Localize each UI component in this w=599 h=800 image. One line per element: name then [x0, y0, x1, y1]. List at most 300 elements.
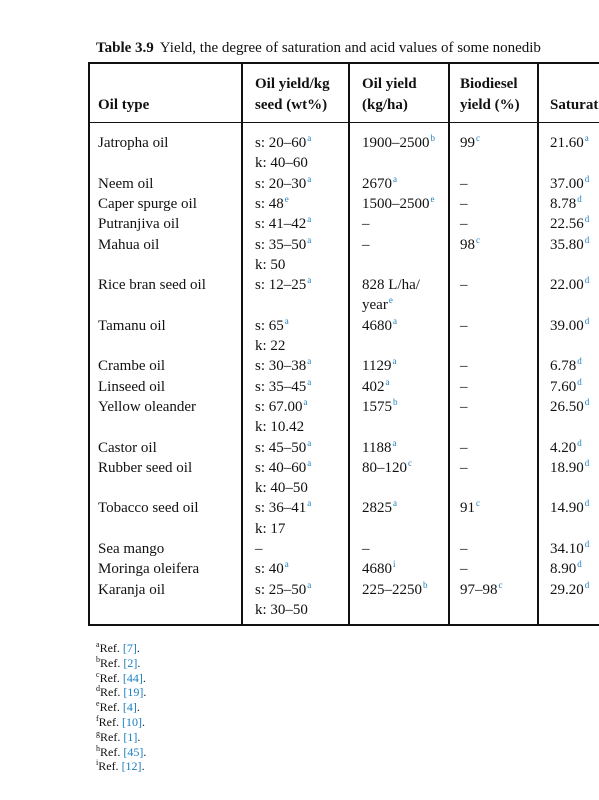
- saturation-cell: [550, 397, 589, 417]
- oil-yield-kg-cell: [255, 356, 311, 376]
- table-row: [90, 153, 599, 173]
- footnote-marker[interactable]: a: [385, 376, 390, 387]
- footnote-marker[interactable]: d: [584, 275, 590, 286]
- cell-text: –: [460, 195, 468, 212]
- footnote-mark: c: [96, 669, 100, 679]
- data-table: [88, 62, 599, 626]
- footnote-mark: i: [96, 758, 99, 768]
- oil-type-cell: [98, 275, 206, 295]
- reference-link[interactable]: [2]: [123, 655, 138, 670]
- biodiesel-yield-cell: [460, 275, 468, 295]
- saturation-cell: [550, 275, 589, 295]
- header-saturation: Saturat: [550, 97, 599, 113]
- footnote-item: [96, 715, 146, 730]
- footnote-marker[interactable]: a: [307, 173, 312, 184]
- cell-text: 8.78: [550, 195, 577, 212]
- oil-yield-ha-cell: [362, 397, 398, 417]
- biodiesel-yield-cell: [460, 377, 468, 397]
- biodiesel-yield-cell: [460, 397, 468, 417]
- oil-yield-ha-cell: [362, 458, 412, 478]
- cell-text: –: [362, 236, 370, 253]
- table-row: [90, 174, 599, 194]
- footnote-marker[interactable]: b: [430, 133, 435, 143]
- cell-text: –: [460, 317, 468, 334]
- saturation-cell: [550, 377, 582, 397]
- footnote-mark: e: [96, 699, 100, 709]
- footnote-marker[interactable]: d: [584, 214, 590, 225]
- saturation-cell: [550, 194, 582, 214]
- footnote-end: .: [136, 700, 140, 715]
- cell-text: k: 50: [255, 256, 286, 273]
- reference-link[interactable]: [19]: [123, 685, 144, 700]
- footnote-marker[interactable]: e: [284, 193, 289, 204]
- footnote-end: .: [142, 670, 146, 685]
- cell-text: s: 35–50: [255, 236, 307, 253]
- cell-text: 37.00: [550, 175, 584, 192]
- oil-yield-ha-cell: [362, 356, 396, 376]
- cell-text: Castor oil: [98, 439, 157, 456]
- footnote-marker[interactable]: a: [303, 396, 308, 407]
- table-row: [90, 336, 599, 356]
- reference-link[interactable]: [45]: [123, 744, 144, 759]
- oil-yield-kg-cell: [255, 600, 308, 620]
- cell-text: 34.10: [550, 541, 584, 557]
- oil-yield-kg-cell: [255, 519, 285, 539]
- cell-text: 1188: [362, 439, 392, 456]
- footnote-marker[interactable]: a: [307, 376, 312, 387]
- biodiesel-yield-cell: [460, 235, 480, 255]
- biodiesel-yield-cell: [460, 214, 468, 234]
- footnote-marker[interactable]: a: [307, 356, 312, 367]
- footnote-marker[interactable]: d: [577, 376, 582, 387]
- oil-yield-kg-cell: [255, 153, 308, 173]
- footnote-marker[interactable]: a: [307, 275, 312, 286]
- oil-type-cell: [98, 498, 199, 518]
- footnote-text: Ref.: [100, 744, 124, 759]
- footnote-marker[interactable]: d: [577, 356, 582, 367]
- footnote-text: Ref.: [98, 759, 122, 774]
- table-row: [90, 580, 599, 600]
- oil-yield-ha-cell: [362, 559, 396, 579]
- cell-text: 828 L/ha/: [362, 277, 420, 294]
- header-oil-yield-kg: [255, 74, 330, 116]
- cell-text: –: [460, 459, 468, 476]
- oil-type-cell: [98, 194, 197, 214]
- footnote-mark: a: [96, 640, 100, 649]
- oil-yield-kg-cell: [255, 235, 311, 255]
- footnote-marker[interactable]: d: [584, 457, 590, 468]
- footnote-marker[interactable]: a: [392, 437, 397, 448]
- cell-text: –: [460, 439, 468, 456]
- table-row: [90, 438, 599, 458]
- cell-text: 21.60: [550, 135, 584, 151]
- footnote-marker[interactable]: a: [307, 498, 312, 509]
- table-row: [90, 377, 599, 397]
- cell-text: –: [460, 358, 468, 375]
- cell-text: Sea mango: [98, 541, 165, 557]
- cell-text: k: 10.42: [255, 419, 305, 436]
- saturation-cell: [550, 580, 589, 600]
- cell-text: k: 30–50: [255, 601, 308, 618]
- cell-text: 22.00: [550, 277, 584, 294]
- footnote-marker[interactable]: c: [476, 133, 480, 143]
- footnote-end: .: [141, 759, 145, 774]
- cell-text: Tobacco seed oil: [98, 500, 199, 517]
- cell-text: Putranjiva oil: [98, 216, 180, 233]
- oil-yield-kg-cell: [255, 214, 311, 234]
- cell-text: Yellow oleander: [98, 398, 197, 415]
- oil-yield-kg-cell: [255, 336, 285, 356]
- cell-text: 1575: [362, 398, 392, 415]
- footnote-marker[interactable]: c: [498, 579, 503, 590]
- saturation-cell: [550, 174, 589, 194]
- footnote-marker[interactable]: d: [584, 579, 590, 590]
- footnote-marker[interactable]: a: [393, 498, 397, 509]
- cell-text: 2825: [362, 500, 392, 517]
- reference-link[interactable]: [7]: [122, 641, 137, 655]
- cell-text: –: [460, 378, 468, 395]
- saturation-cell: [550, 214, 589, 234]
- table-row: [90, 498, 599, 518]
- footnote-marker[interactable]: d: [584, 539, 590, 549]
- saturation-cell: [550, 235, 589, 255]
- biodiesel-yield-cell: [460, 174, 468, 194]
- cell-text: Rice bran seed oil: [98, 277, 206, 294]
- cell-text: 8.90: [550, 561, 577, 578]
- reference-link[interactable]: [4]: [122, 700, 137, 715]
- biodiesel-yield-cell: [460, 438, 468, 458]
- cell-text: 97–98: [460, 581, 498, 598]
- cell-text: 4680: [362, 561, 392, 578]
- footnote-end: .: [136, 641, 140, 655]
- cell-text: Moringa oleifera: [98, 561, 200, 578]
- biodiesel-yield-cell: [460, 133, 480, 153]
- footnote-marker[interactable]: d: [577, 559, 582, 570]
- oil-yield-kg-cell: [255, 498, 311, 518]
- oil-yield-kg-cell: [255, 174, 311, 194]
- oil-yield-kg-cell: [255, 539, 263, 559]
- footnote-marker[interactable]: a: [307, 234, 312, 245]
- biodiesel-yield-cell: [460, 356, 468, 376]
- footnote-text: Ref.: [99, 700, 123, 715]
- table-row: [90, 478, 599, 498]
- reference-link[interactable]: [10]: [122, 714, 142, 729]
- footnote-marker[interactable]: a: [307, 133, 312, 143]
- footnote-marker[interactable]: c: [408, 457, 412, 468]
- footnote-end: .: [143, 744, 147, 759]
- table-row: [90, 397, 599, 417]
- table-row: [90, 417, 599, 437]
- oil-yield-kg-cell: [255, 458, 311, 478]
- cell-text: 22.56: [550, 216, 584, 233]
- table-row: [90, 133, 599, 153]
- oil-yield-ha-cell: [362, 133, 435, 153]
- cell-text: Caper spurge oil: [98, 195, 197, 212]
- footnote-marker[interactable]: e: [388, 295, 393, 306]
- cell-text: 29.20: [550, 581, 584, 598]
- table-row: [90, 356, 599, 376]
- footnote-marker[interactable]: a: [307, 457, 312, 468]
- cell-text: –: [255, 541, 263, 557]
- cell-text: s: 67.00: [255, 398, 303, 415]
- footnote-item: [96, 641, 146, 656]
- footnote-mark: f: [96, 713, 99, 723]
- footnote-item: [96, 745, 146, 760]
- cell-text: Rubber seed oil: [98, 459, 193, 476]
- oil-type-cell: [98, 438, 157, 458]
- footnote-marker[interactable]: d: [577, 193, 582, 204]
- cell-text: 99: [460, 135, 475, 151]
- table-row: [90, 194, 599, 214]
- oil-type-cell: [98, 397, 196, 417]
- footnote-marker[interactable]: b: [393, 396, 398, 407]
- cell-text: –: [460, 277, 468, 294]
- oil-yield-ha-cell: [362, 295, 393, 315]
- table-row: [90, 235, 599, 255]
- cell-text: k: 40–60: [255, 155, 308, 172]
- saturation-cell: [550, 133, 589, 153]
- oil-yield-ha-cell: [362, 174, 397, 194]
- cell-text: s: 65: [255, 317, 284, 334]
- header-oil-type: Oil type: [98, 97, 150, 113]
- oil-yield-kg-cell: [255, 580, 311, 600]
- oil-type-cell: [98, 559, 199, 579]
- cell-text: 6.78: [550, 358, 577, 375]
- cell-text: 225–2250: [362, 581, 422, 598]
- cell-text: s: 12–25: [255, 277, 307, 294]
- table-caption: [96, 40, 541, 57]
- cell-text: –: [362, 541, 370, 557]
- footnote-marker[interactable]: d: [584, 396, 590, 407]
- saturation-cell: [550, 356, 582, 376]
- footnote-marker[interactable]: d: [577, 437, 582, 448]
- footnote-marker[interactable]: d: [584, 315, 590, 326]
- cell-text: 39.00: [550, 317, 584, 334]
- cell-text: s: 20–30: [255, 175, 307, 192]
- biodiesel-yield-cell: [460, 559, 468, 579]
- footnote-marker[interactable]: e: [430, 193, 435, 204]
- table-row: [90, 559, 599, 579]
- footnote-marker[interactable]: a: [307, 214, 312, 225]
- cell-text: s: 30–38: [255, 358, 307, 375]
- header-biodiesel-yield: [460, 74, 520, 116]
- footnote-marker[interactable]: a: [393, 315, 397, 326]
- cell-text: 1129: [362, 358, 392, 375]
- saturation-cell: [550, 559, 582, 579]
- footnote-item: [96, 759, 146, 774]
- footnote-marker[interactable]: a: [284, 315, 289, 326]
- reference-link[interactable]: [12]: [121, 759, 142, 774]
- cell-text: Tamanu oil: [98, 317, 166, 334]
- table-row: [90, 214, 599, 234]
- cell-text: 35.80: [550, 236, 584, 253]
- cell-text: s: 40: [255, 561, 284, 578]
- oil-yield-ha-cell: [362, 498, 397, 518]
- table-row: [90, 255, 599, 275]
- table-title: Yield, the degree of saturation and acid values of some nonedib: [159, 40, 541, 56]
- oil-yield-ha-cell: [362, 316, 397, 336]
- oil-type-cell: [98, 316, 166, 336]
- oil-type-cell: [98, 580, 165, 600]
- oil-type-cell: [98, 458, 192, 478]
- header-rule: [90, 122, 599, 123]
- saturation-cell: [550, 316, 589, 336]
- saturation-cell: [550, 539, 589, 559]
- saturation-cell: [550, 438, 582, 458]
- footnote-marker[interactable]: a: [284, 559, 289, 570]
- cell-text: s: 20–60: [255, 135, 307, 151]
- oil-yield-ha-cell: [362, 377, 390, 397]
- table-row: [90, 458, 599, 478]
- oil-type-cell: [98, 356, 165, 376]
- biodiesel-yield-cell: [460, 194, 468, 214]
- footnote-text: Ref.: [98, 714, 122, 729]
- reference-link[interactable]: [1]: [123, 729, 138, 744]
- footnote-mark: h: [96, 743, 100, 753]
- cell-text: –: [362, 216, 370, 233]
- oil-yield-kg-cell: [255, 559, 289, 579]
- cell-text: s: 35–45: [255, 378, 307, 395]
- cell-text: –: [460, 398, 468, 415]
- table-row: [90, 539, 599, 559]
- oil-yield-ha-cell: [362, 214, 370, 234]
- cell-text: s: 25–50: [255, 581, 307, 598]
- oil-yield-ha-cell: [362, 438, 396, 458]
- cell-text: k: 22: [255, 338, 286, 354]
- cell-text: Jatropha oil: [98, 135, 169, 151]
- footnote-end: .: [143, 685, 147, 700]
- footnote-text: Ref.: [99, 641, 123, 655]
- oil-yield-kg-cell: [255, 417, 304, 437]
- cell-text: Neem oil: [98, 175, 154, 192]
- header-biodiesel-line1: Biodiesel: [460, 76, 518, 92]
- footnote-text: Ref.: [100, 655, 124, 670]
- cell-text: 80–120: [362, 459, 407, 476]
- oil-type-cell: [98, 377, 165, 397]
- cell-text: s: 45–50: [255, 439, 307, 456]
- biodiesel-yield-cell: [460, 316, 468, 336]
- biodiesel-yield-cell: [460, 458, 468, 478]
- footnote-marker[interactable]: a: [307, 437, 312, 448]
- cell-text: 7.60: [550, 378, 577, 395]
- footnote-marker[interactable]: d: [584, 498, 590, 509]
- cell-text: Linseed oil: [98, 378, 166, 395]
- footnote-marker[interactable]: a: [584, 133, 589, 143]
- oil-type-cell: [98, 539, 164, 559]
- saturation-cell: [550, 498, 589, 518]
- cell-text: –: [460, 561, 468, 578]
- header-oil-yield-ha-line1: Oil yield: [362, 76, 417, 92]
- footnote-text: Ref.: [99, 670, 123, 685]
- reference-link[interactable]: [44]: [122, 670, 143, 685]
- footnote-marker[interactable]: c: [476, 234, 480, 245]
- footnote-item: [96, 671, 146, 686]
- header-oil-yield-kg-line2: seed (wt%): [255, 97, 328, 113]
- cell-text: 18.90: [550, 459, 584, 476]
- header-biodiesel-line2: yield (%): [460, 97, 520, 113]
- header-oil-yield-ha: [362, 74, 417, 116]
- oil-yield-ha-cell: [362, 194, 435, 214]
- oil-yield-ha-cell: [362, 235, 370, 255]
- cell-text: 26.50: [550, 398, 584, 415]
- cell-text: –: [460, 175, 468, 192]
- cell-text: Crambe oil: [98, 358, 166, 375]
- footnote-item: [96, 700, 146, 715]
- cell-text: 98: [460, 236, 475, 253]
- table-row: [90, 275, 599, 295]
- footnote-mark: b: [96, 654, 100, 664]
- table-number: Table 3.9: [96, 40, 154, 56]
- oil-type-cell: [98, 133, 168, 153]
- footnote-end: .: [137, 729, 141, 744]
- footnote-text: Ref.: [100, 729, 124, 744]
- header-oil-yield-ha-line2: (kg/ha): [362, 97, 408, 113]
- table-row: [90, 316, 599, 336]
- footnote-item: [96, 730, 146, 745]
- table-row: [90, 295, 599, 315]
- oil-yield-kg-cell: [255, 316, 289, 336]
- cell-text: –: [460, 541, 468, 557]
- footnote-item: [96, 656, 146, 671]
- oil-type-cell: [98, 214, 179, 234]
- table-row: [90, 519, 599, 539]
- footnote-end: .: [142, 714, 145, 729]
- oil-yield-kg-cell: [255, 194, 289, 214]
- footnote-marker[interactable]: a: [392, 356, 397, 367]
- cell-text: –: [460, 216, 468, 233]
- footnote-marker[interactable]: a: [307, 579, 312, 590]
- oil-yield-kg-cell: [255, 255, 285, 275]
- cell-text: year: [362, 297, 388, 314]
- footnote-marker[interactable]: c: [476, 498, 480, 509]
- footnote-marker[interactable]: i: [393, 559, 396, 570]
- saturation-cell: [550, 458, 589, 478]
- cell-text: s: 36–41: [255, 500, 307, 517]
- footnote-mark: d: [96, 684, 100, 694]
- oil-type-cell: [98, 235, 159, 255]
- biodiesel-yield-cell: [460, 580, 503, 600]
- table-row: [90, 600, 599, 620]
- biodiesel-yield-cell: [460, 539, 468, 559]
- footnote-marker[interactable]: a: [393, 173, 397, 184]
- footnotes: [96, 641, 146, 774]
- cell-text: s: 48: [255, 195, 284, 212]
- oil-yield-ha-cell: [362, 539, 370, 559]
- cell-text: 4.20: [550, 439, 577, 456]
- oil-yield-ha-cell: [362, 580, 428, 600]
- cell-text: 1900–2500: [362, 135, 430, 151]
- footnote-mark: g: [96, 728, 100, 738]
- oil-yield-kg-cell: [255, 478, 308, 498]
- header-oil-yield-kg-line1: Oil yield/kg: [255, 76, 330, 92]
- footnote-text: Ref.: [100, 685, 124, 700]
- cell-text: 91: [460, 500, 475, 517]
- cell-text: 1500–2500: [362, 195, 430, 212]
- oil-yield-ha-cell: [362, 275, 420, 295]
- oil-yield-kg-cell: [255, 377, 311, 397]
- footnote-end: .: [137, 655, 141, 670]
- footnote-marker[interactable]: b: [423, 579, 428, 590]
- cell-text: s: 41–42: [255, 216, 307, 233]
- cell-text: s: 40–60: [255, 459, 307, 476]
- oil-yield-kg-cell: [255, 397, 308, 417]
- oil-yield-kg-cell: [255, 275, 311, 295]
- footnote-item: [96, 685, 146, 700]
- footnote-marker[interactable]: d: [584, 234, 590, 245]
- footnote-marker[interactable]: d: [584, 173, 590, 184]
- cell-text: 2670: [362, 175, 392, 192]
- oil-type-cell: [98, 174, 153, 194]
